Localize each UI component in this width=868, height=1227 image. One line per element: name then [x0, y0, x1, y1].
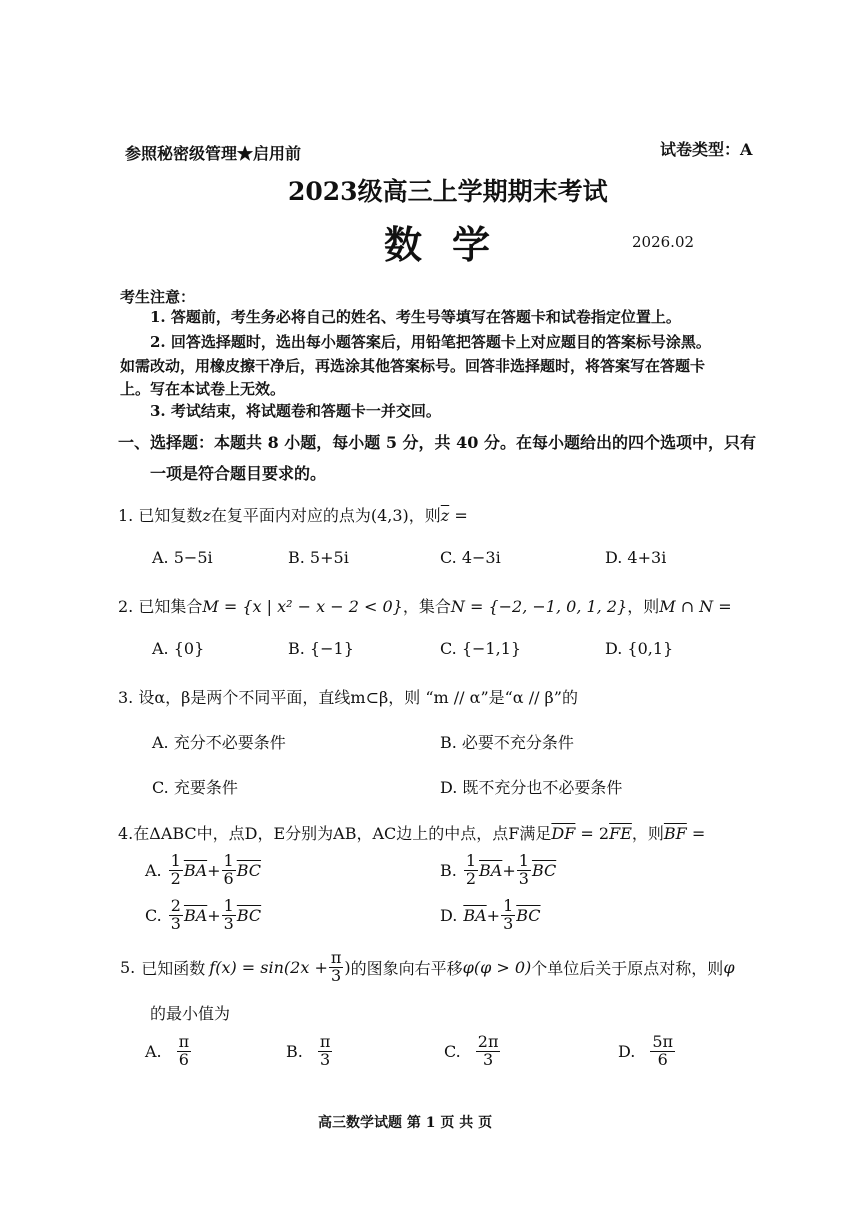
subject-title: 数学: [384, 222, 521, 267]
fraction: [169, 898, 183, 933]
fraction: [222, 853, 236, 888]
question-text: ，则: [408, 506, 441, 525]
question-number: 5.: [120, 957, 136, 977]
plus-sign: +: [486, 905, 501, 925]
option-label: A.: [145, 860, 162, 880]
question-number: 1.: [118, 506, 134, 525]
question-number: 4.: [118, 824, 134, 843]
question-number: 3.: [118, 688, 134, 707]
denominator: 6: [657, 1049, 668, 1069]
confidential-label: 参照秘密级管理★启用前: [125, 144, 302, 163]
math-phi: φ: [723, 957, 735, 977]
q3-option-a: A. 充分不必要条件: [152, 733, 286, 752]
fraction: [318, 1034, 333, 1069]
question-text: ，集合: [402, 597, 451, 616]
fraction: [517, 853, 531, 888]
page-footer: 高三数学试题 第 1 页 共 页: [318, 1115, 493, 1131]
question-text: 已知集合: [138, 597, 203, 616]
q3-option-c: C. 充要条件: [152, 778, 238, 797]
exam-date: 2026.02: [632, 233, 695, 251]
question-text: 的图象向右平移: [350, 958, 463, 978]
exam-title: 2023级高三上学期期末考试: [288, 177, 608, 206]
question-3: [118, 685, 578, 708]
q3-option-d: D. 既不充分也不必要条件: [440, 778, 623, 797]
question-text: 在复平面内对应的点为: [210, 506, 371, 525]
numerator: 1: [503, 896, 514, 915]
math-shift: φ(φ > 0): [462, 957, 532, 977]
denominator: 2: [465, 868, 477, 888]
q4-option-d: [440, 898, 541, 933]
fraction: [329, 950, 344, 985]
math-conjugate: $\overline{z}$: [440, 506, 450, 525]
question-2: [118, 594, 732, 617]
denominator: 3: [223, 913, 234, 933]
denominator: 3: [503, 913, 514, 933]
option-label: B.: [440, 860, 457, 880]
math-point: (4,3): [370, 506, 409, 525]
math-function: f(x) = sin(2x +: [209, 957, 328, 977]
numerator: 1: [170, 851, 181, 870]
numerator: π: [330, 948, 342, 967]
option-label: D.: [440, 905, 458, 925]
denominator: 3: [170, 913, 181, 933]
numerator: π: [319, 1032, 331, 1051]
vector-ba: $\overline{BA}$: [463, 905, 487, 925]
fraction: [501, 898, 515, 933]
question-text: 已知函数: [141, 958, 206, 978]
question-text: 设α，β是两个不同平面，直线m⊂β，则 “m // α”是“α // β”的: [138, 688, 578, 707]
math-eq: = 2: [575, 824, 610, 843]
question-text: ，则: [627, 597, 660, 616]
math-eq: =: [454, 506, 468, 525]
q2-option-d: D. {0,1}: [605, 639, 674, 658]
denominator: 3: [331, 965, 342, 985]
option-label: D.: [618, 1041, 636, 1061]
notice-item-2-end: 上。写在本试卷上无效。: [120, 380, 286, 398]
q1-option-b: B. 5+5i: [288, 548, 349, 567]
plus-sign: +: [207, 905, 221, 925]
question-text: 在ΔABC中，点D，E分别为AB，AC边上的中点，点F满足: [133, 824, 552, 843]
denominator: 6: [223, 868, 234, 888]
question-text: ，则: [631, 824, 664, 843]
vector-bc: $\overline{BC}$: [516, 905, 541, 925]
notice-item-1: 1. 答题前，考生务必将自己的姓名、考生号等填写在答题卡和试卷指定位置上。: [150, 308, 681, 326]
question-5: [120, 950, 735, 985]
math-var: z: [202, 506, 211, 525]
fraction: [177, 1034, 192, 1069]
q5-option-d: [618, 1034, 676, 1069]
section-heading: 一、选择题：本题共 8 小题，每小题 5 分，共 40 分。在每小题给出的四个选项中，只有: [118, 433, 756, 452]
q4-option-c: [145, 898, 261, 933]
question-1: [118, 503, 468, 526]
q5-option-a: [145, 1034, 192, 1069]
question-text: 个单位后关于原点对称，则: [531, 958, 724, 978]
fraction: [650, 1034, 675, 1069]
q4-option-a: [145, 853, 261, 888]
option-label: C.: [145, 905, 162, 925]
math-paren: ): [344, 957, 351, 977]
math-set-m: M = {x | x² − x − 2 < 0}: [202, 597, 403, 616]
denominator: 3: [320, 1049, 331, 1069]
question-number: 2.: [118, 597, 134, 616]
q5-option-c: [444, 1034, 501, 1069]
numerator: 1: [223, 896, 234, 915]
denominator: 2: [170, 868, 181, 888]
q1-option-c: C. 4−3i: [440, 548, 501, 567]
q3-option-b: B. 必要不充分条件: [440, 733, 574, 752]
question-5-cont: 的最小值为: [150, 1004, 231, 1023]
q1-option-d: D. 4+3i: [605, 548, 667, 567]
q2-option-a: A. {0}: [152, 639, 205, 658]
q5-option-b: [286, 1034, 333, 1069]
numerator: 1: [518, 851, 529, 870]
math-set-n: N = {−2, −1, 0, 1, 2}: [450, 597, 628, 616]
vector-bc: $\overline{BC}$: [531, 860, 557, 880]
notice-item-2-cont: 如需改动，用橡皮擦干净后，再选涂其他答案标号。回答非选择题时，将答案写在答题卡: [120, 357, 706, 375]
numerator: 2: [170, 896, 181, 915]
vector-df: $\overline{DF}$: [551, 824, 576, 843]
math-intersection: M ∩ N =: [659, 597, 732, 616]
fraction: [222, 898, 236, 933]
question-4: [118, 821, 705, 844]
q1-option-a: A. 5−5i: [152, 548, 213, 567]
vector-ba: $\overline{BA}$: [479, 860, 503, 880]
denominator: 3: [518, 868, 529, 888]
fraction: [464, 853, 478, 888]
vector-bc: $\overline{BC}$: [236, 860, 262, 880]
option-label: A.: [145, 1041, 162, 1061]
numerator: 1: [223, 851, 234, 870]
q4-option-b: [440, 853, 556, 888]
vector-bf: $\overline{BF}$: [663, 824, 687, 843]
notice-item-3: 3. 考试结束，将试题卷和答题卡一并交回。: [150, 402, 441, 420]
numerator: 5π: [652, 1032, 674, 1051]
option-label: B.: [286, 1041, 303, 1061]
vector-ba: $\overline{BA}$: [183, 860, 208, 880]
denominator: 6: [178, 1049, 189, 1069]
numerator: π: [178, 1032, 190, 1051]
fraction: [169, 853, 183, 888]
option-label: C.: [444, 1041, 461, 1061]
plus-sign: +: [207, 860, 221, 880]
plus-sign: +: [502, 860, 516, 880]
fraction: [476, 1034, 501, 1069]
denominator: 3: [483, 1049, 494, 1069]
notice-item-2: 2. 回答选择题时，选出每小题答案后，用铅笔把答题卡上对应题目的答案标号涂黑。: [150, 333, 711, 351]
vector-bc: $\overline{BC}$: [236, 905, 262, 925]
paper-type: 试卷类型：A: [660, 140, 753, 159]
numerator: 1: [465, 851, 477, 870]
vector-fe: $\overline{FE}$: [609, 824, 632, 843]
question-text: 已知复数: [138, 506, 203, 525]
math-eq: =: [686, 824, 706, 843]
q2-option-b: B. {−1}: [288, 639, 354, 658]
numerator: 2π: [477, 1032, 499, 1051]
notice-heading: 考生注意：: [120, 288, 196, 306]
section-heading-cont: 一项是符合题目要求的。: [150, 464, 327, 483]
q2-option-c: C. {−1,1}: [440, 639, 522, 658]
vector-ba: $\overline{BA}$: [183, 905, 208, 925]
